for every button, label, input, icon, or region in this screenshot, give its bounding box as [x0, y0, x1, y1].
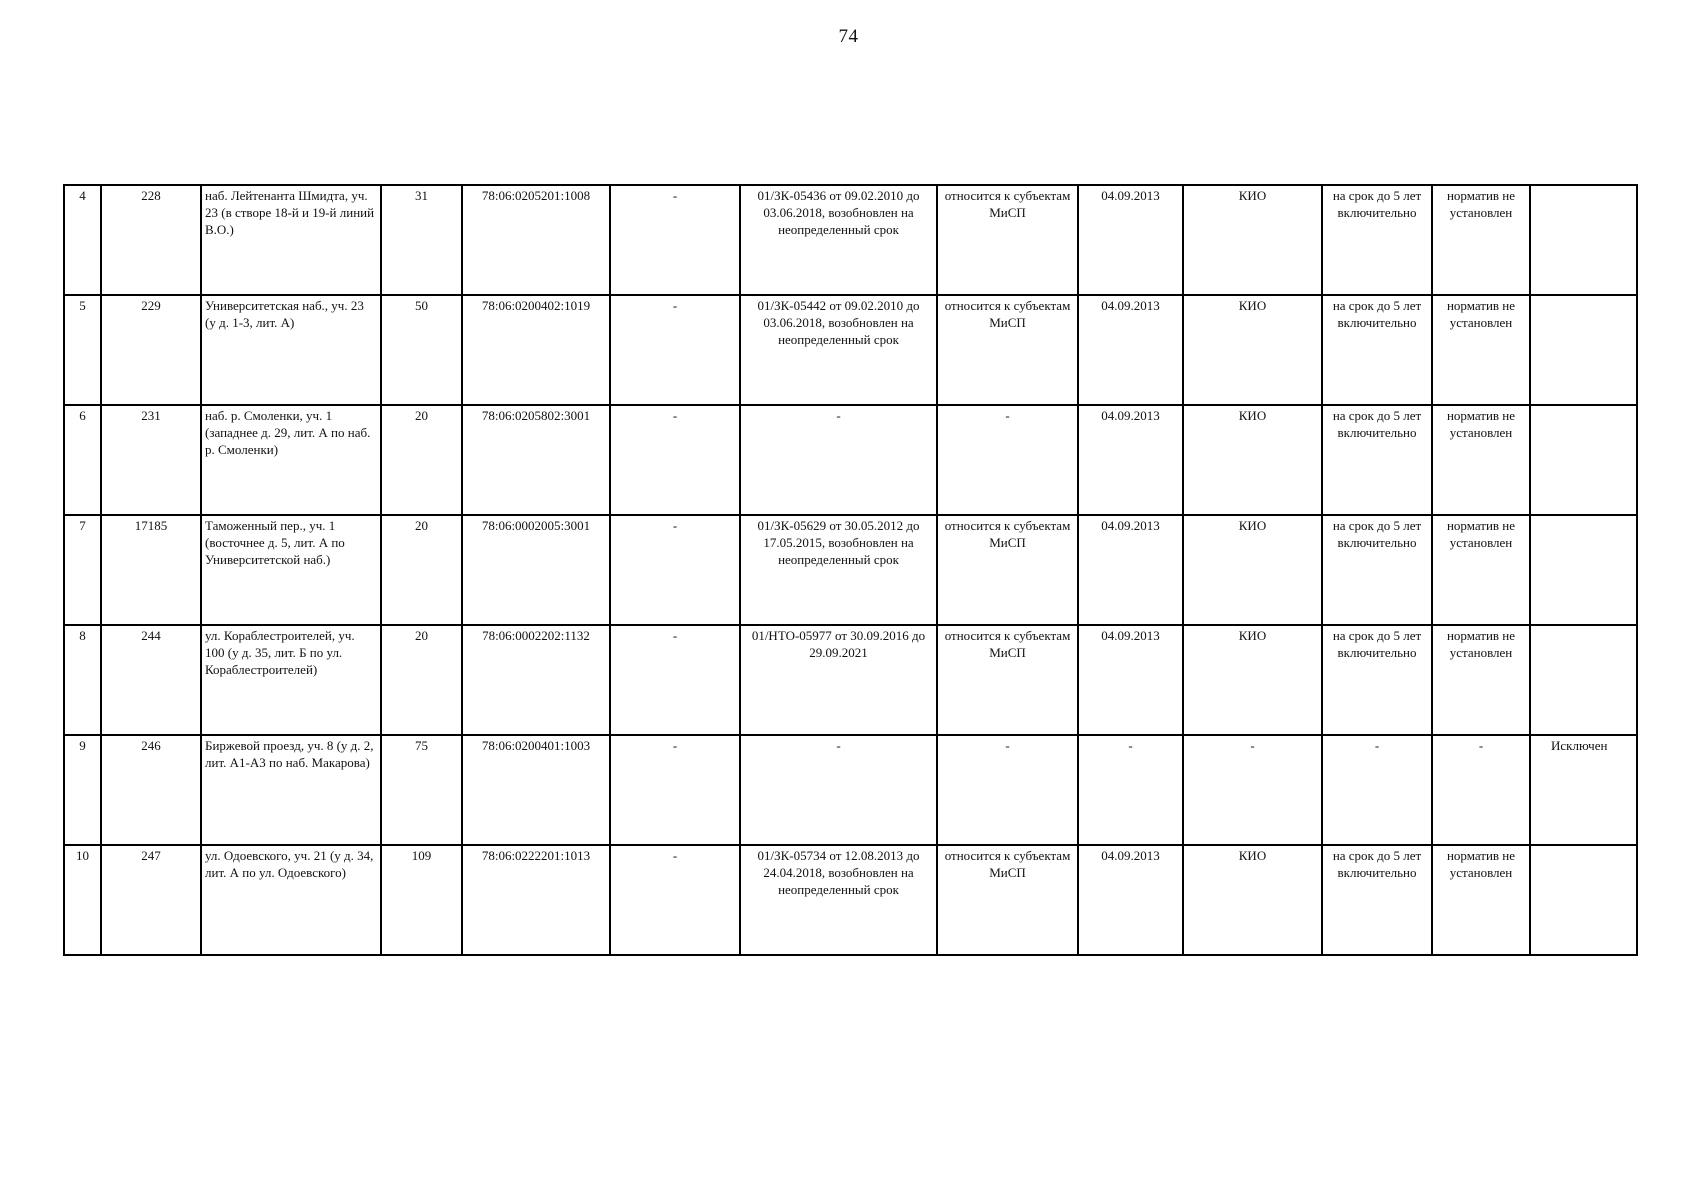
cadastral-number-cell: 78:06:0002202:1132 [462, 625, 610, 735]
inclusion-date-cell: - [1078, 735, 1183, 845]
table-row [64, 735, 1637, 845]
organization-cell: КИО [1183, 515, 1322, 625]
address-cell: Университетская наб., уч. 23 (у д. 1-3, лит. А) [201, 295, 381, 405]
row-number-cell: 5 [64, 295, 101, 405]
address-cell: наб. р. Смоленки, уч. 1 (западнее д. 29, лит. А по наб. р. Смоленки) [201, 405, 381, 515]
lease-term-cell: на срок до 5 лет включительно [1322, 845, 1432, 955]
cadastral-number-cell: 78:06:0002005:3001 [462, 515, 610, 625]
contract-cell: 01/ЗК-05629 от 30.05.2012 до 17.05.2015, возобновлен на неопределенный срок [740, 515, 937, 625]
area-cell: 31 [381, 185, 462, 295]
contract-cell: - [740, 735, 937, 845]
lease-term-cell: на срок до 5 лет включительно [1322, 405, 1432, 515]
row-number-cell: 10 [64, 845, 101, 955]
lease-term-cell: на срок до 5 лет включительно [1322, 185, 1432, 295]
organization-cell: - [1183, 735, 1322, 845]
address-cell: Биржевой проезд, уч. 8 (у д. 2, лит. А1-А3 по наб. Макарова) [201, 735, 381, 845]
register-body [64, 185, 1637, 955]
note-cell [1530, 185, 1637, 295]
note-cell [1530, 295, 1637, 405]
norm-cell: норматив не установлен [1432, 515, 1530, 625]
registry-id-cell: 17185 [101, 515, 201, 625]
smb-subject-cell: относится к субъектам МиСП [937, 625, 1078, 735]
address-cell: наб. Лейтенанта Шмидта, уч. 23 (в створе 18-й и 19-й линий В.О.) [201, 185, 381, 295]
smb-subject-cell: - [937, 735, 1078, 845]
table-row [64, 185, 1637, 295]
cadastral-number-cell: 78:06:0222201:1013 [462, 845, 610, 955]
smb-subject-cell: относится к субъектам МиСП [937, 295, 1078, 405]
registry-id-cell: 247 [101, 845, 201, 955]
contract-cell: 01/ЗК-05734 от 12.08.2013 до 24.04.2018, возобновлен на неопределенный срок [740, 845, 937, 955]
note-cell [1530, 405, 1637, 515]
contract-cell: 01/ЗК-05442 от 09.02.2010 до 03.06.2018, возобновлен на неопределенный срок [740, 295, 937, 405]
column-6-cell: - [610, 405, 740, 515]
table-row [64, 515, 1637, 625]
address-cell: Таможенный пер., уч. 1 (восточнее д. 5, лит. А по Университетской наб.) [201, 515, 381, 625]
organization-cell: КИО [1183, 185, 1322, 295]
address-cell: ул. Кораблестроителей, уч. 100 (у д. 35, лит. Б по ул. Кораблестроителей) [201, 625, 381, 735]
row-number-cell: 4 [64, 185, 101, 295]
row-number-cell: 6 [64, 405, 101, 515]
cadastral-number-cell: 78:06:0200402:1019 [462, 295, 610, 405]
row-number-cell: 9 [64, 735, 101, 845]
registry-id-cell: 229 [101, 295, 201, 405]
row-number-cell: 8 [64, 625, 101, 735]
note-cell [1530, 515, 1637, 625]
note-cell [1530, 625, 1637, 735]
inclusion-date-cell: 04.09.2013 [1078, 625, 1183, 735]
lease-term-cell: на срок до 5 лет включительно [1322, 295, 1432, 405]
registry-id-cell: 231 [101, 405, 201, 515]
row-number-cell: 7 [64, 515, 101, 625]
area-cell: 109 [381, 845, 462, 955]
area-cell: 20 [381, 515, 462, 625]
page-number: 74 [838, 26, 859, 47]
column-6-cell: - [610, 185, 740, 295]
cadastral-number-cell: 78:06:0205201:1008 [462, 185, 610, 295]
lease-term-cell: на срок до 5 лет включительно [1322, 515, 1432, 625]
column-6-cell: - [610, 625, 740, 735]
organization-cell: КИО [1183, 625, 1322, 735]
table-row [64, 295, 1637, 405]
organization-cell: КИО [1183, 845, 1322, 955]
inclusion-date-cell: 04.09.2013 [1078, 515, 1183, 625]
note-cell [1530, 845, 1637, 955]
inclusion-date-cell: 04.09.2013 [1078, 405, 1183, 515]
inclusion-date-cell: 04.09.2013 [1078, 845, 1183, 955]
organization-cell: КИО [1183, 295, 1322, 405]
inclusion-date-cell: 04.09.2013 [1078, 295, 1183, 405]
smb-subject-cell: относится к субъектам МиСП [937, 185, 1078, 295]
contract-cell: - [740, 405, 937, 515]
table-row [64, 625, 1637, 735]
organization-cell: КИО [1183, 405, 1322, 515]
area-cell: 20 [381, 405, 462, 515]
column-6-cell: - [610, 515, 740, 625]
cadastral-number-cell: 78:06:0200401:1003 [462, 735, 610, 845]
register-table [63, 184, 1638, 956]
address-cell: ул. Одоевского, уч. 21 (у д. 34, лит. А по ул. Одоевского) [201, 845, 381, 955]
norm-cell: норматив не установлен [1432, 405, 1530, 515]
norm-cell: норматив не установлен [1432, 625, 1530, 735]
contract-cell: 01/ЗК-05436 от 09.02.2010 до 03.06.2018, возобновлен на неопределенный срок [740, 185, 937, 295]
area-cell: 50 [381, 295, 462, 405]
note-cell: Исключен [1530, 735, 1637, 845]
lease-term-cell: на срок до 5 лет включительно [1322, 625, 1432, 735]
registry-id-cell: 244 [101, 625, 201, 735]
table-row [64, 405, 1637, 515]
registry-id-cell: 246 [101, 735, 201, 845]
norm-cell: норматив не установлен [1432, 185, 1530, 295]
column-6-cell: - [610, 295, 740, 405]
contract-cell: 01/НТО-05977 от 30.09.2016 до 29.09.2021 [740, 625, 937, 735]
column-6-cell: - [610, 735, 740, 845]
table-row [64, 845, 1637, 955]
norm-cell: норматив не установлен [1432, 845, 1530, 955]
cadastral-number-cell: 78:06:0205802:3001 [462, 405, 610, 515]
inclusion-date-cell: 04.09.2013 [1078, 185, 1183, 295]
area-cell: 20 [381, 625, 462, 735]
smb-subject-cell: относится к субъектам МиСП [937, 515, 1078, 625]
area-cell: 75 [381, 735, 462, 845]
norm-cell: норматив не установлен [1432, 295, 1530, 405]
registry-id-cell: 228 [101, 185, 201, 295]
smb-subject-cell: относится к субъектам МиСП [937, 845, 1078, 955]
column-6-cell: - [610, 845, 740, 955]
lease-term-cell: - [1322, 735, 1432, 845]
norm-cell: - [1432, 735, 1530, 845]
smb-subject-cell: - [937, 405, 1078, 515]
